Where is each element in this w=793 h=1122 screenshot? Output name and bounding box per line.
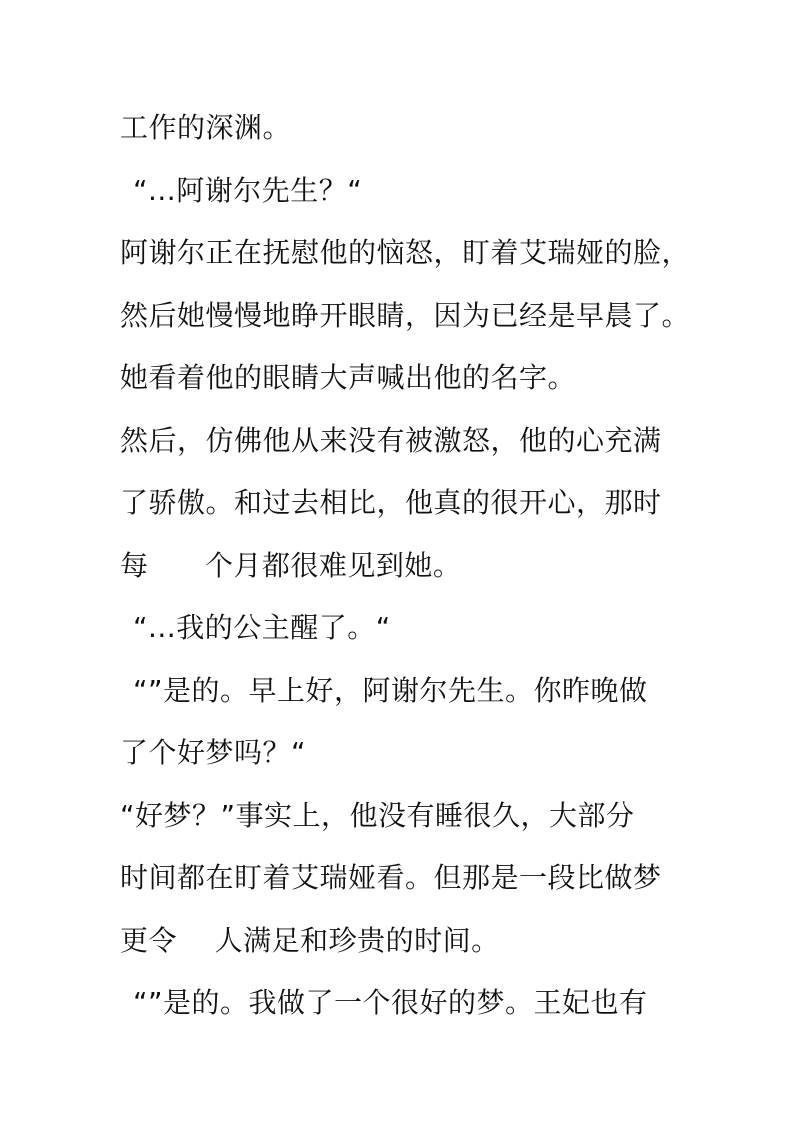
text-line: “”是的。早上好，阿谢尔先生。你昨晚做 bbox=[133, 674, 648, 707]
text-line: “...我的公主醒了。“ bbox=[133, 611, 391, 644]
text-line: 时间都在盯着艾瑞娅看。但那是一段比做梦 bbox=[120, 861, 662, 894]
text-line: 她看着他的眼睛大声喊出他的名字。 bbox=[120, 361, 577, 394]
text-line: “”是的。我做了一个很好的梦。王妃也有 bbox=[133, 986, 648, 1019]
text-line: 然后，仿佛他从来没有被激怒，他的心充满 bbox=[120, 424, 662, 457]
text-line: “好梦？”事实上，他没有睡很久，大部分 bbox=[120, 799, 635, 832]
text-line: 每 个月都很难见到她。 bbox=[120, 549, 462, 582]
text-line: 阿谢尔正在抚慰他的恼怒，盯着艾瑞娅的脸， bbox=[120, 236, 691, 269]
text-line: 了骄傲。和过去相比，他真的很开心，那时 bbox=[120, 486, 662, 519]
text-line: “...阿谢尔先生？“ bbox=[133, 174, 363, 207]
text-line: 工作的深渊。 bbox=[120, 111, 292, 144]
text-line: 更令 人满足和珍贵的时间。 bbox=[120, 924, 500, 957]
text-line: 然后她慢慢地睁开眼睛，因为已经是早晨了。 bbox=[120, 299, 691, 332]
text-line: 了个好梦吗？“ bbox=[120, 736, 307, 769]
